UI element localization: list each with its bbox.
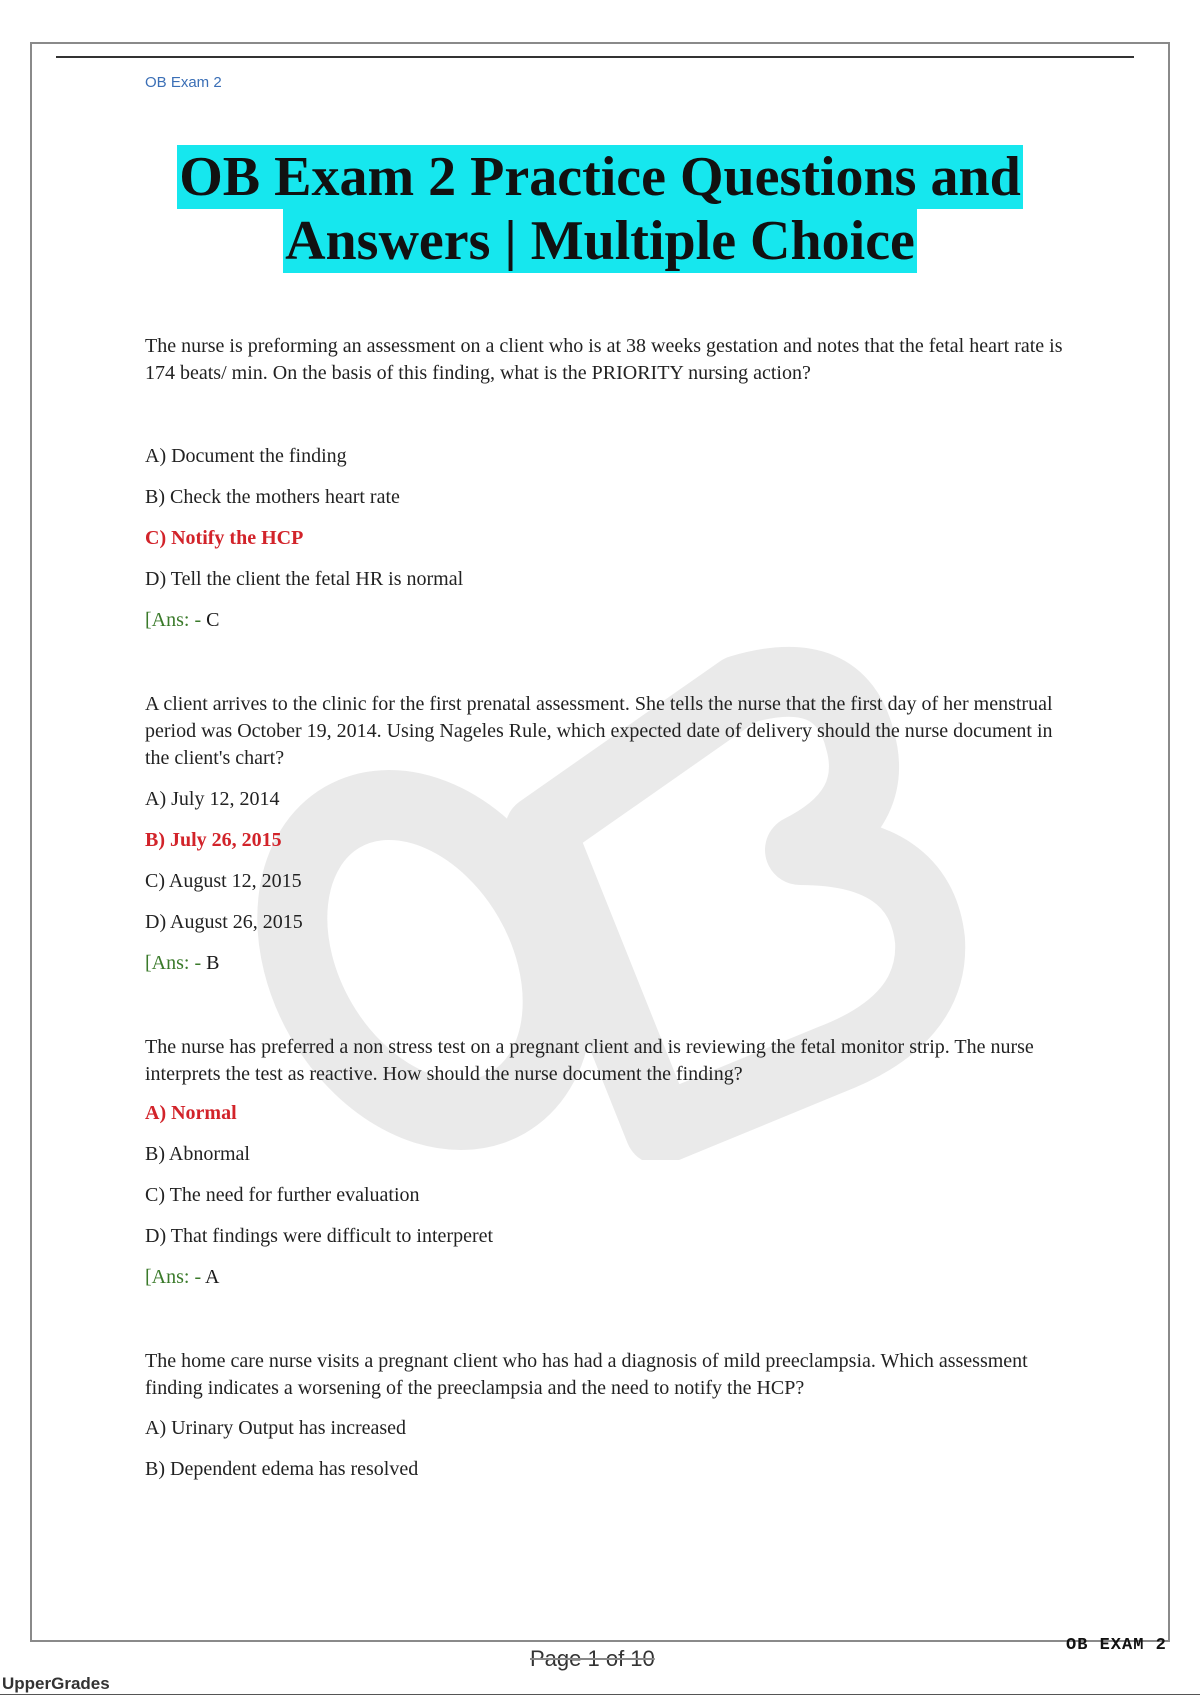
question-text: The nurse is preforming an assessment on a client who is at 38 weeks gestation and notes that the fetal heart rate is 174 beats/ min. On the basis of this finding, what is the PRIORITY nursing action? xyxy=(145,335,1063,384)
option: D) August 26, 2015 xyxy=(145,911,303,933)
title-line-2: Answers | Multiple Choice xyxy=(285,210,915,272)
option: C) The need for further evaluation xyxy=(145,1184,420,1206)
option: D) That findings were difficult to interperet xyxy=(145,1225,494,1247)
running-header: OB Exam 2 xyxy=(145,74,222,91)
footer-rule xyxy=(0,1694,1200,1695)
answer-line xyxy=(145,607,1065,633)
questions-list xyxy=(145,333,1065,1542)
option-correct: B) July 26, 2015 xyxy=(145,829,282,851)
answer-line xyxy=(145,1264,1065,1290)
option: A) July 12, 2014 xyxy=(145,788,280,810)
question-block xyxy=(145,333,1065,633)
answer-value: C xyxy=(201,609,220,631)
question-block xyxy=(145,691,1065,976)
footer-doc-label: OB EXAM 2 xyxy=(1066,1636,1167,1655)
answer-line xyxy=(145,950,1065,976)
title-line-1: OB Exam 2 Practice Questions and xyxy=(179,146,1021,208)
answer-value: A xyxy=(201,1266,220,1288)
question-text: The nurse has preferred a non stress test on a pregnant client and is reviewing the fetal monitor strip. The nurse interprets the test as reactive. How should the nurse document the finding? xyxy=(145,1036,1034,1085)
option-correct: C) Notify the HCP xyxy=(145,527,304,549)
answer-label: [Ans: - xyxy=(145,952,202,974)
option: B) Check the mothers heart rate xyxy=(145,486,400,508)
page-number: Page 1 of 10 xyxy=(530,1646,655,1671)
option-correct: A) Normal xyxy=(145,1102,237,1124)
option: D) Tell the client the fetal HR is normal xyxy=(145,568,464,590)
document-title xyxy=(100,145,1100,273)
option: A) Document the finding xyxy=(145,445,347,467)
answer-label: [Ans: - xyxy=(145,609,202,631)
answer-label: [Ans: - xyxy=(145,1266,202,1288)
option: A) Urinary Output has increased xyxy=(145,1417,407,1439)
option: C) August 12, 2015 xyxy=(145,870,302,892)
header-rule xyxy=(56,56,1134,58)
question-block xyxy=(145,1348,1065,1482)
answer-value: B xyxy=(201,952,220,974)
option: B) Abnormal xyxy=(145,1143,250,1165)
question-text: A client arrives to the clinic for the first prenatal assessment. She tells the nurse that the first day of her menstrual period was October 19, 2014. Using Nageles Rule, which expected date of delivery should the nurse document in the client's chart? xyxy=(145,693,1053,769)
option: B) Dependent edema has resolved xyxy=(145,1458,419,1480)
question-text: The home care nurse visits a pregnant client who has had a diagnosis of mild preeclampsia. Which assessment finding indicates a worsening of the preeclampsia and the need to notify the HCP? xyxy=(145,1350,1028,1399)
footer-brand: UpperGrades xyxy=(2,1674,110,1693)
question-block xyxy=(145,1034,1065,1290)
